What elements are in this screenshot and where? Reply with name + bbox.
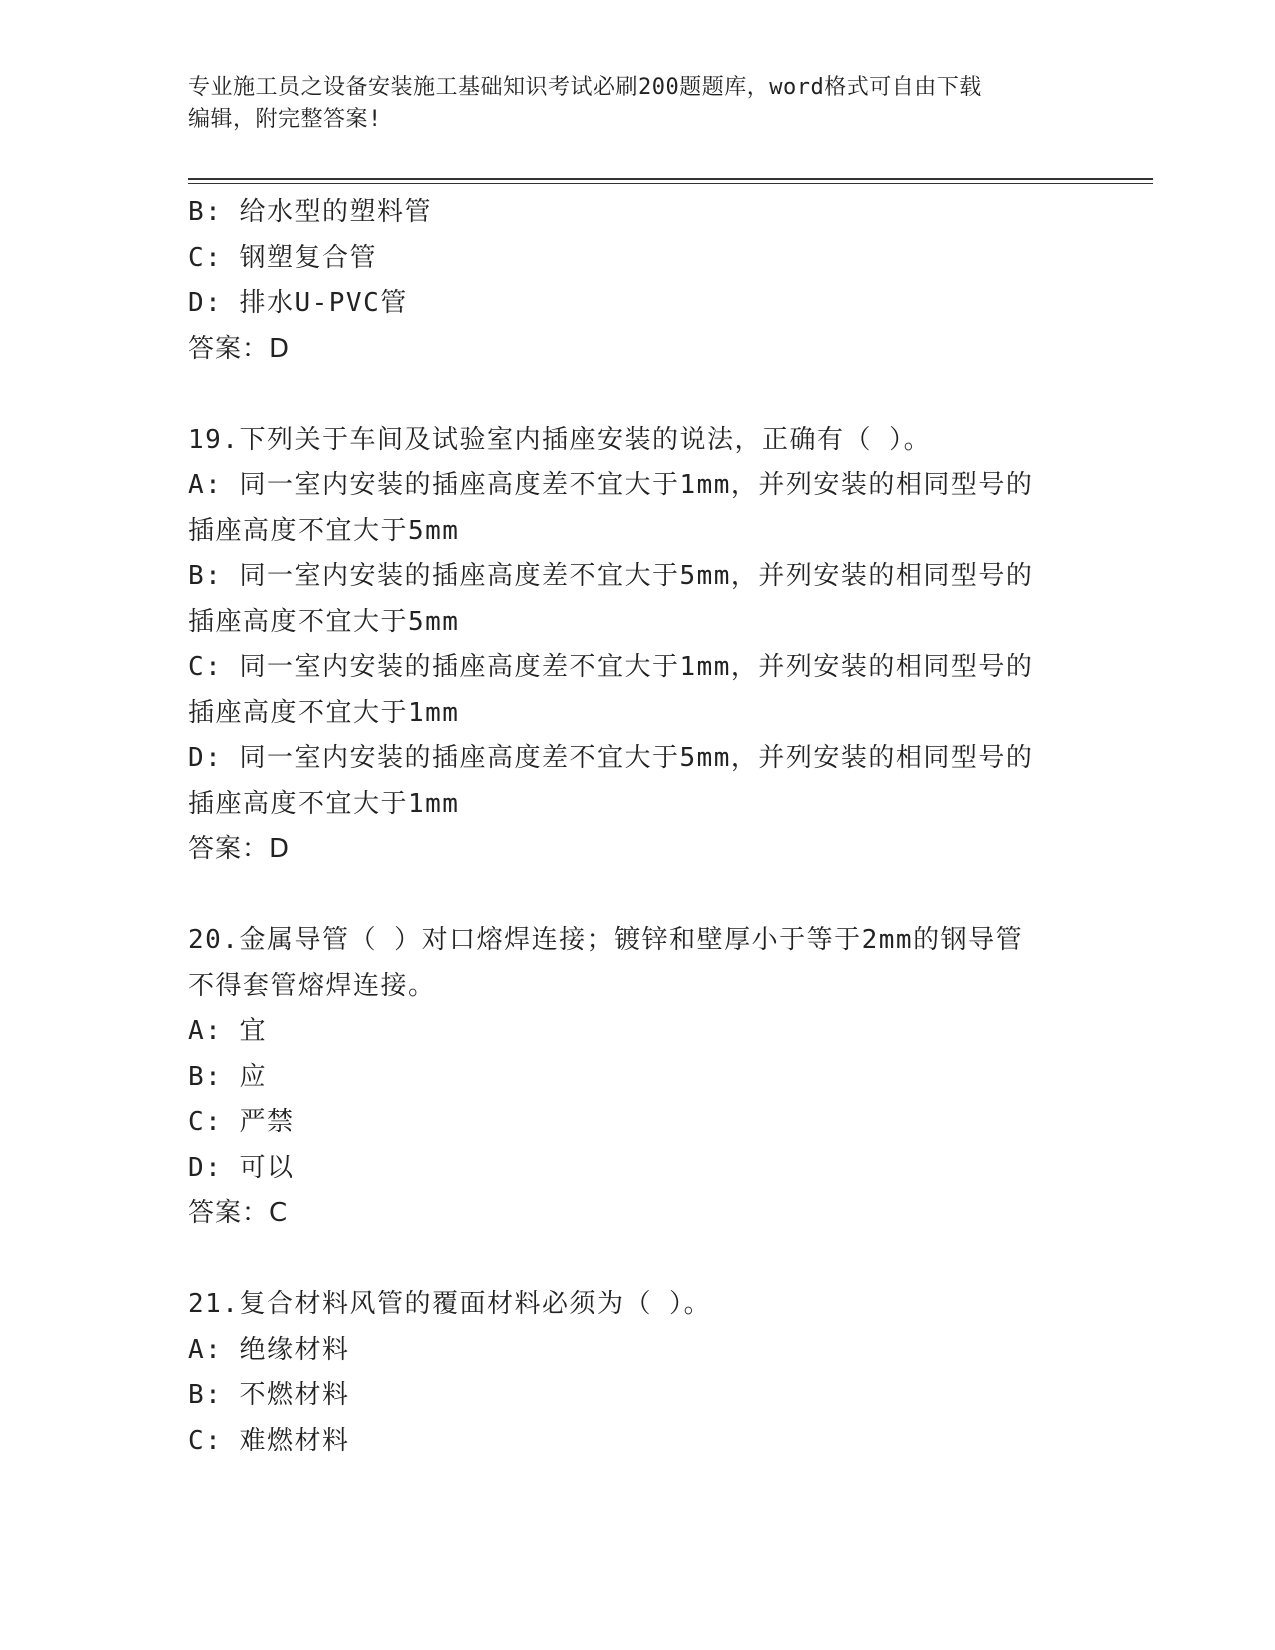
option-a-line-2: 插座高度不宜大于5mm	[188, 515, 460, 546]
header-title-line-1: 专业施工员之设备安装施工基础知识考试必刷200题题库，word格式可自由下载	[188, 75, 982, 100]
document-header	[188, 72, 1068, 136]
option-c-line-2: 插座高度不宜大于1mm	[188, 697, 460, 728]
question-text: 21.复合材料风管的覆面材料必须为（ ）。	[188, 1289, 712, 1319]
option-b: B: 应	[188, 1061, 267, 1092]
spacer	[188, 1237, 1088, 1283]
option-b: B: 给水型的塑料管	[188, 197, 432, 227]
option-b-line-1: B: 同一室内安装的插座高度差不宜大于5mm，并列安装的相同型号的	[188, 561, 1034, 591]
question-text-line-2: 不得套管熔焊连接。	[188, 970, 436, 1001]
question-18-block	[188, 190, 1088, 372]
answer-line: 答案：D	[188, 333, 291, 364]
option-a: A: 宜	[188, 1016, 267, 1046]
question-21-block	[188, 1282, 1088, 1464]
option-c: C: 难燃材料	[188, 1425, 350, 1456]
option-c: C: 严禁	[188, 1107, 295, 1137]
header-divider-thick	[188, 178, 1153, 180]
spacer	[188, 372, 1088, 418]
option-c-line-1: C: 同一室内安装的插座高度差不宜大于1mm，并列安装的相同型号的	[188, 652, 1034, 682]
option-d: D: 可以	[188, 1152, 295, 1183]
question-19-block	[188, 418, 1088, 873]
option-b: B: 不燃材料	[188, 1380, 350, 1410]
header-divider-thin	[188, 183, 1153, 184]
option-c: C: 钢塑复合管	[188, 242, 377, 273]
option-d: D: 排水U-PVC管	[188, 288, 408, 318]
question-text-line-1: 20.金属导管（ ）对口熔焊连接；镀锌和壁厚小于等于2mm的钢导管	[188, 925, 1024, 955]
option-a-line-1: A: 同一室内安装的插座高度差不宜大于1mm，并列安装的相同型号的	[188, 470, 1034, 500]
document-body	[188, 190, 1088, 1464]
question-text: 19.下列关于车间及试验室内插座安装的说法，正确有（ ）。	[188, 424, 932, 455]
answer-line: 答案：C	[188, 1198, 289, 1228]
option-b-line-2: 插座高度不宜大于5mm	[188, 606, 460, 637]
option-d-line-2: 插座高度不宜大于1mm	[188, 788, 460, 819]
option-a: A: 绝缘材料	[188, 1334, 350, 1365]
option-d-line-1: D: 同一室内安装的插座高度差不宜大于5mm，并列安装的相同型号的	[188, 743, 1034, 773]
answer-line: 答案：D	[188, 834, 291, 864]
spacer	[188, 873, 1088, 919]
header-title-line-2: 编辑，附完整答案!	[188, 107, 382, 132]
question-20-block	[188, 918, 1088, 1237]
